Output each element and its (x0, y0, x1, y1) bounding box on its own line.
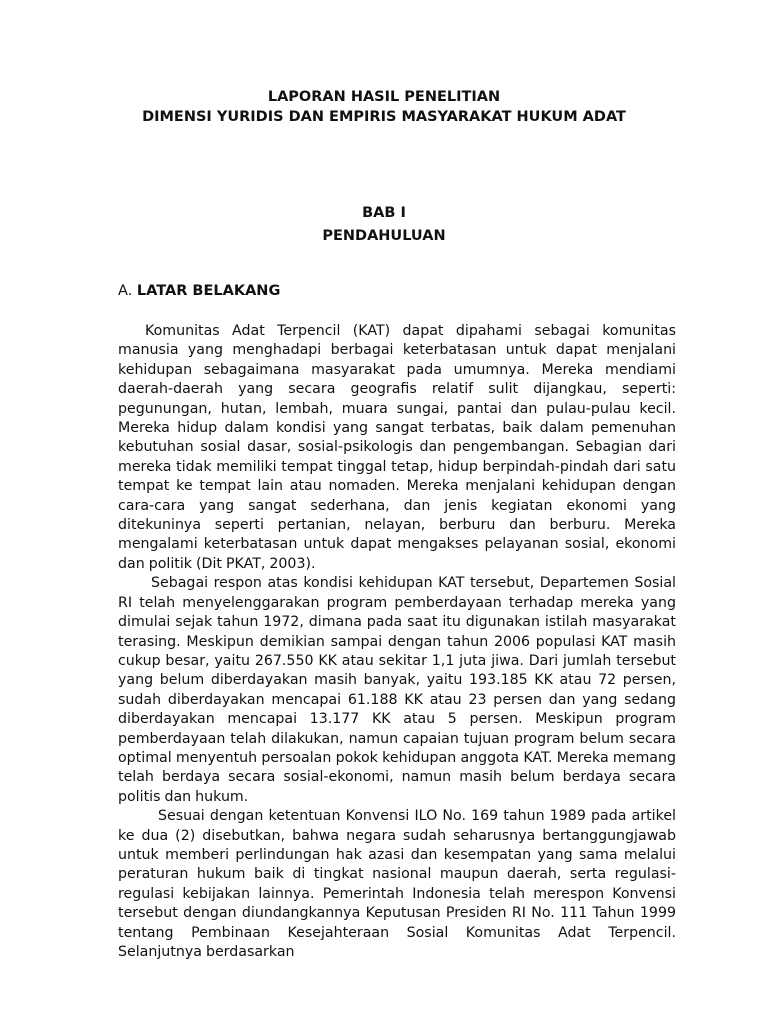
report-title-line-1: LAPORAN HASIL PENELITIAN (267, 89, 501, 105)
section-title: LATAR BELAKANG (136, 283, 281, 299)
paragraph-1: Komunitas Adat Terpencil (KAT) dapat dipahami sebagai komunitas manusia yang menghadapi berbagai keterbatasan untuk dapat menjalani kehidupan sebagaimana masyarakat pada umumnya. Mereka mendiami daerah-daerah yang secara geografis relatif sulit dijangkau, seperti: pegunungan, hutan, lembah, muara sungai, pantai dan pulau-pulau kecil. Mereka hidup dalam kondisi yang sangat terbatas, baik dalam pemenuhan kebutuhan sosial dasar, sosial-psikologis dan pengembangan. Sebagian dari mereka tidak memiliki tempat tinggal tetap, hidup berpindah-pindah dari satu tempat ke tempat lain atau nomaden. Mereka menjalani kehidupan dengan cara-cara yang sangat sederhana, dan jenis kegiatan ekonomi yang ditekuninya seperti pertanian, nelayan, berburu dan berburu. Mereka mengalami keterbatasan untuk dapat mengakses pelayanan sosial, ekonomi dan politik (Dit PKAT, 2003). (118, 323, 676, 572)
paragraph-2: Sebagai respon atas kondisi kehidupan KAT tersebut, Departemen Sosial RI telah menyelenggarakan program pemberdayaan terhadap mereka yang dimulai sejak tahun 1972, dimana pada saat itu digunakan istilah masyarakat terasing. Meskipun demikian sampai dengan tahun 2006 populasi KAT masih cukup besar, yaitu 267.550 KK atau sekitar 1,1 juta jiwa. Dari jumlah tersebut yang belum diberdayakan masih banyak, yaitu 193.185 KK atau 72 persen, sudah diberdayakan mencapai 61.188 KK atau 23 persen dan yang sedang diberdayakan mencapai 13.177 KK atau 5 persen. Meskipun program pemberdayaan telah dilakukan, namun capaian tujuan program belum secara optimal menyentuh persoalan pokok kehidupan anggota KAT. Mereka memang telah berdaya secara sosial-ekonomi, namun masih belum berdaya secara politis dan hukum. (118, 575, 676, 805)
section-heading (118, 281, 280, 301)
section-letter: A. (118, 283, 133, 299)
chapter-number: BAB I (362, 205, 406, 221)
report-title-line-2: DIMENSI YURIDIS DAN EMPIRIS MASYARAKAT HUKUM ADAT (142, 109, 626, 125)
chapter-title: PENDAHULUAN (322, 228, 446, 244)
paragraph-3: Sesuai dengan ketentuan Konvensi ILO No. 169 tahun 1989 pada artikel ke dua (2) disebutkan, bahwa negara sudah seharusnya bertanggungjawab untuk memberi perlindungan hak azasi dan kesempatan yang sama melalui peraturan hukum baik di tingkat nasional maupun daerah, serta regulasi-regulasi kebijakan lainnya. Pemerintah Indonesia telah merespon Konvensi tersebut dengan diundangkannya Keputusan Presiden RI No. 111 Tahun 1999 tentang Pembinaan Kesejahteraan Sosial Komunitas Adat Terpencil. Selanjutnya berdasarkan (118, 808, 676, 960)
body-text (118, 322, 676, 962)
